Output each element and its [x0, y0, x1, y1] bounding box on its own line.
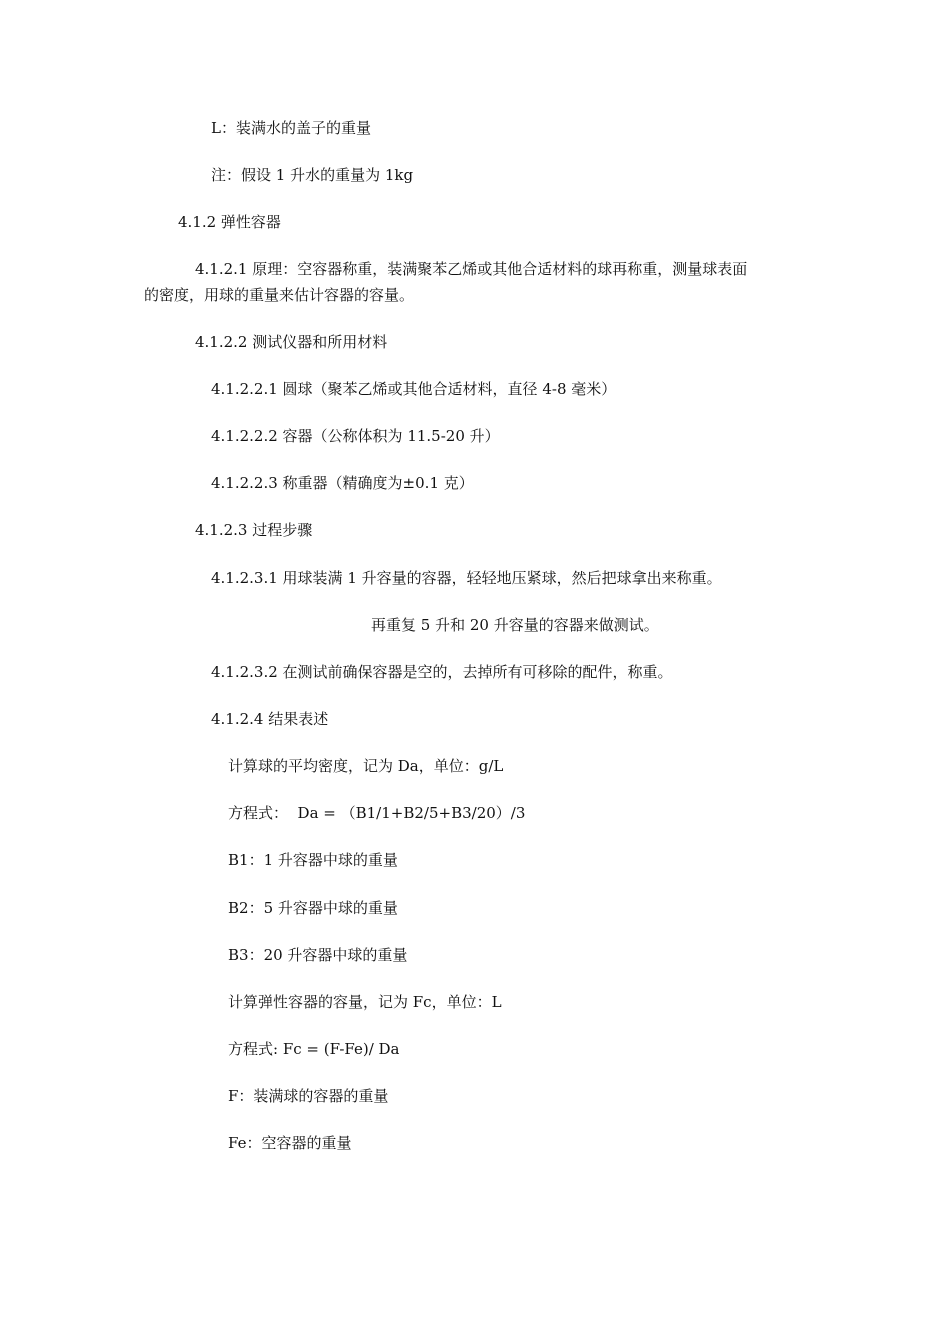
section-heading-4-1-2-2: 4.1.2.2 测试仪器和所用材料 — [195, 333, 388, 351]
text-line-principle-cont: 的密度，用球的重量来估计容器的容量。 — [144, 286, 415, 304]
section-heading-4-1-2-4: 4.1.2.4 结果表述 — [211, 710, 329, 728]
text-line-b3: B3：20 升容器中球的重量 — [228, 946, 408, 964]
text-line-capacity-calc: 计算弹性容器的容量，记为 Fc，单位：L — [228, 993, 502, 1011]
text-line-lid-weight: L：装满水的盖子的重量 — [211, 119, 371, 137]
text-line-step-1-repeat: 再重复 5 升和 20 升容量的容器来做测试。 — [371, 616, 659, 634]
text-line-step-1: 4.1.2.3.1 用球装满 1 升容量的容器，轻轻地压紧球，然后把球拿出来称重。 — [211, 569, 722, 587]
section-heading-4-1-2-3: 4.1.2.3 过程步骤 — [195, 521, 313, 539]
text-line-fe: Fe：空容器的重量 — [228, 1134, 352, 1152]
text-line-balls: 4.1.2.2.1 圆球（聚苯乙烯或其他合适材料，直径 4-8 毫米） — [211, 380, 617, 398]
text-line-f: F：装满球的容器的重量 — [228, 1087, 389, 1105]
text-line-principle: 4.1.2.1 原理：空容器称重，装满聚苯乙烯或其他合适材料的球再称重，测量球表面 — [195, 260, 748, 278]
text-line-container: 4.1.2.2.2 容器（公称体积为 11.5-20 升） — [211, 427, 500, 445]
text-line-scale: 4.1.2.2.3 称重器（精确度为±0.1 克） — [211, 474, 474, 492]
text-line-note-water: 注：假设 1 升水的重量为 1kg — [211, 166, 414, 184]
formula-density: 方程式： Da = （B1/1+B2/5+B3/20）/3 — [228, 804, 526, 822]
text-line-step-2: 4.1.2.3.2 在测试前确保容器是空的，去掉所有可移除的配件，称重。 — [211, 663, 673, 681]
text-line-b2: B2：5 升容器中球的重量 — [228, 899, 398, 917]
section-heading-4-1-2: 4.1.2 弹性容器 — [178, 213, 281, 231]
text-line-b1: B1：1 升容器中球的重量 — [228, 851, 398, 869]
formula-capacity: 方程式: Fc = (F-Fe)/ Da — [228, 1040, 400, 1058]
text-line-density-calc: 计算球的平均密度，记为 Da，单位：g/L — [228, 757, 504, 775]
